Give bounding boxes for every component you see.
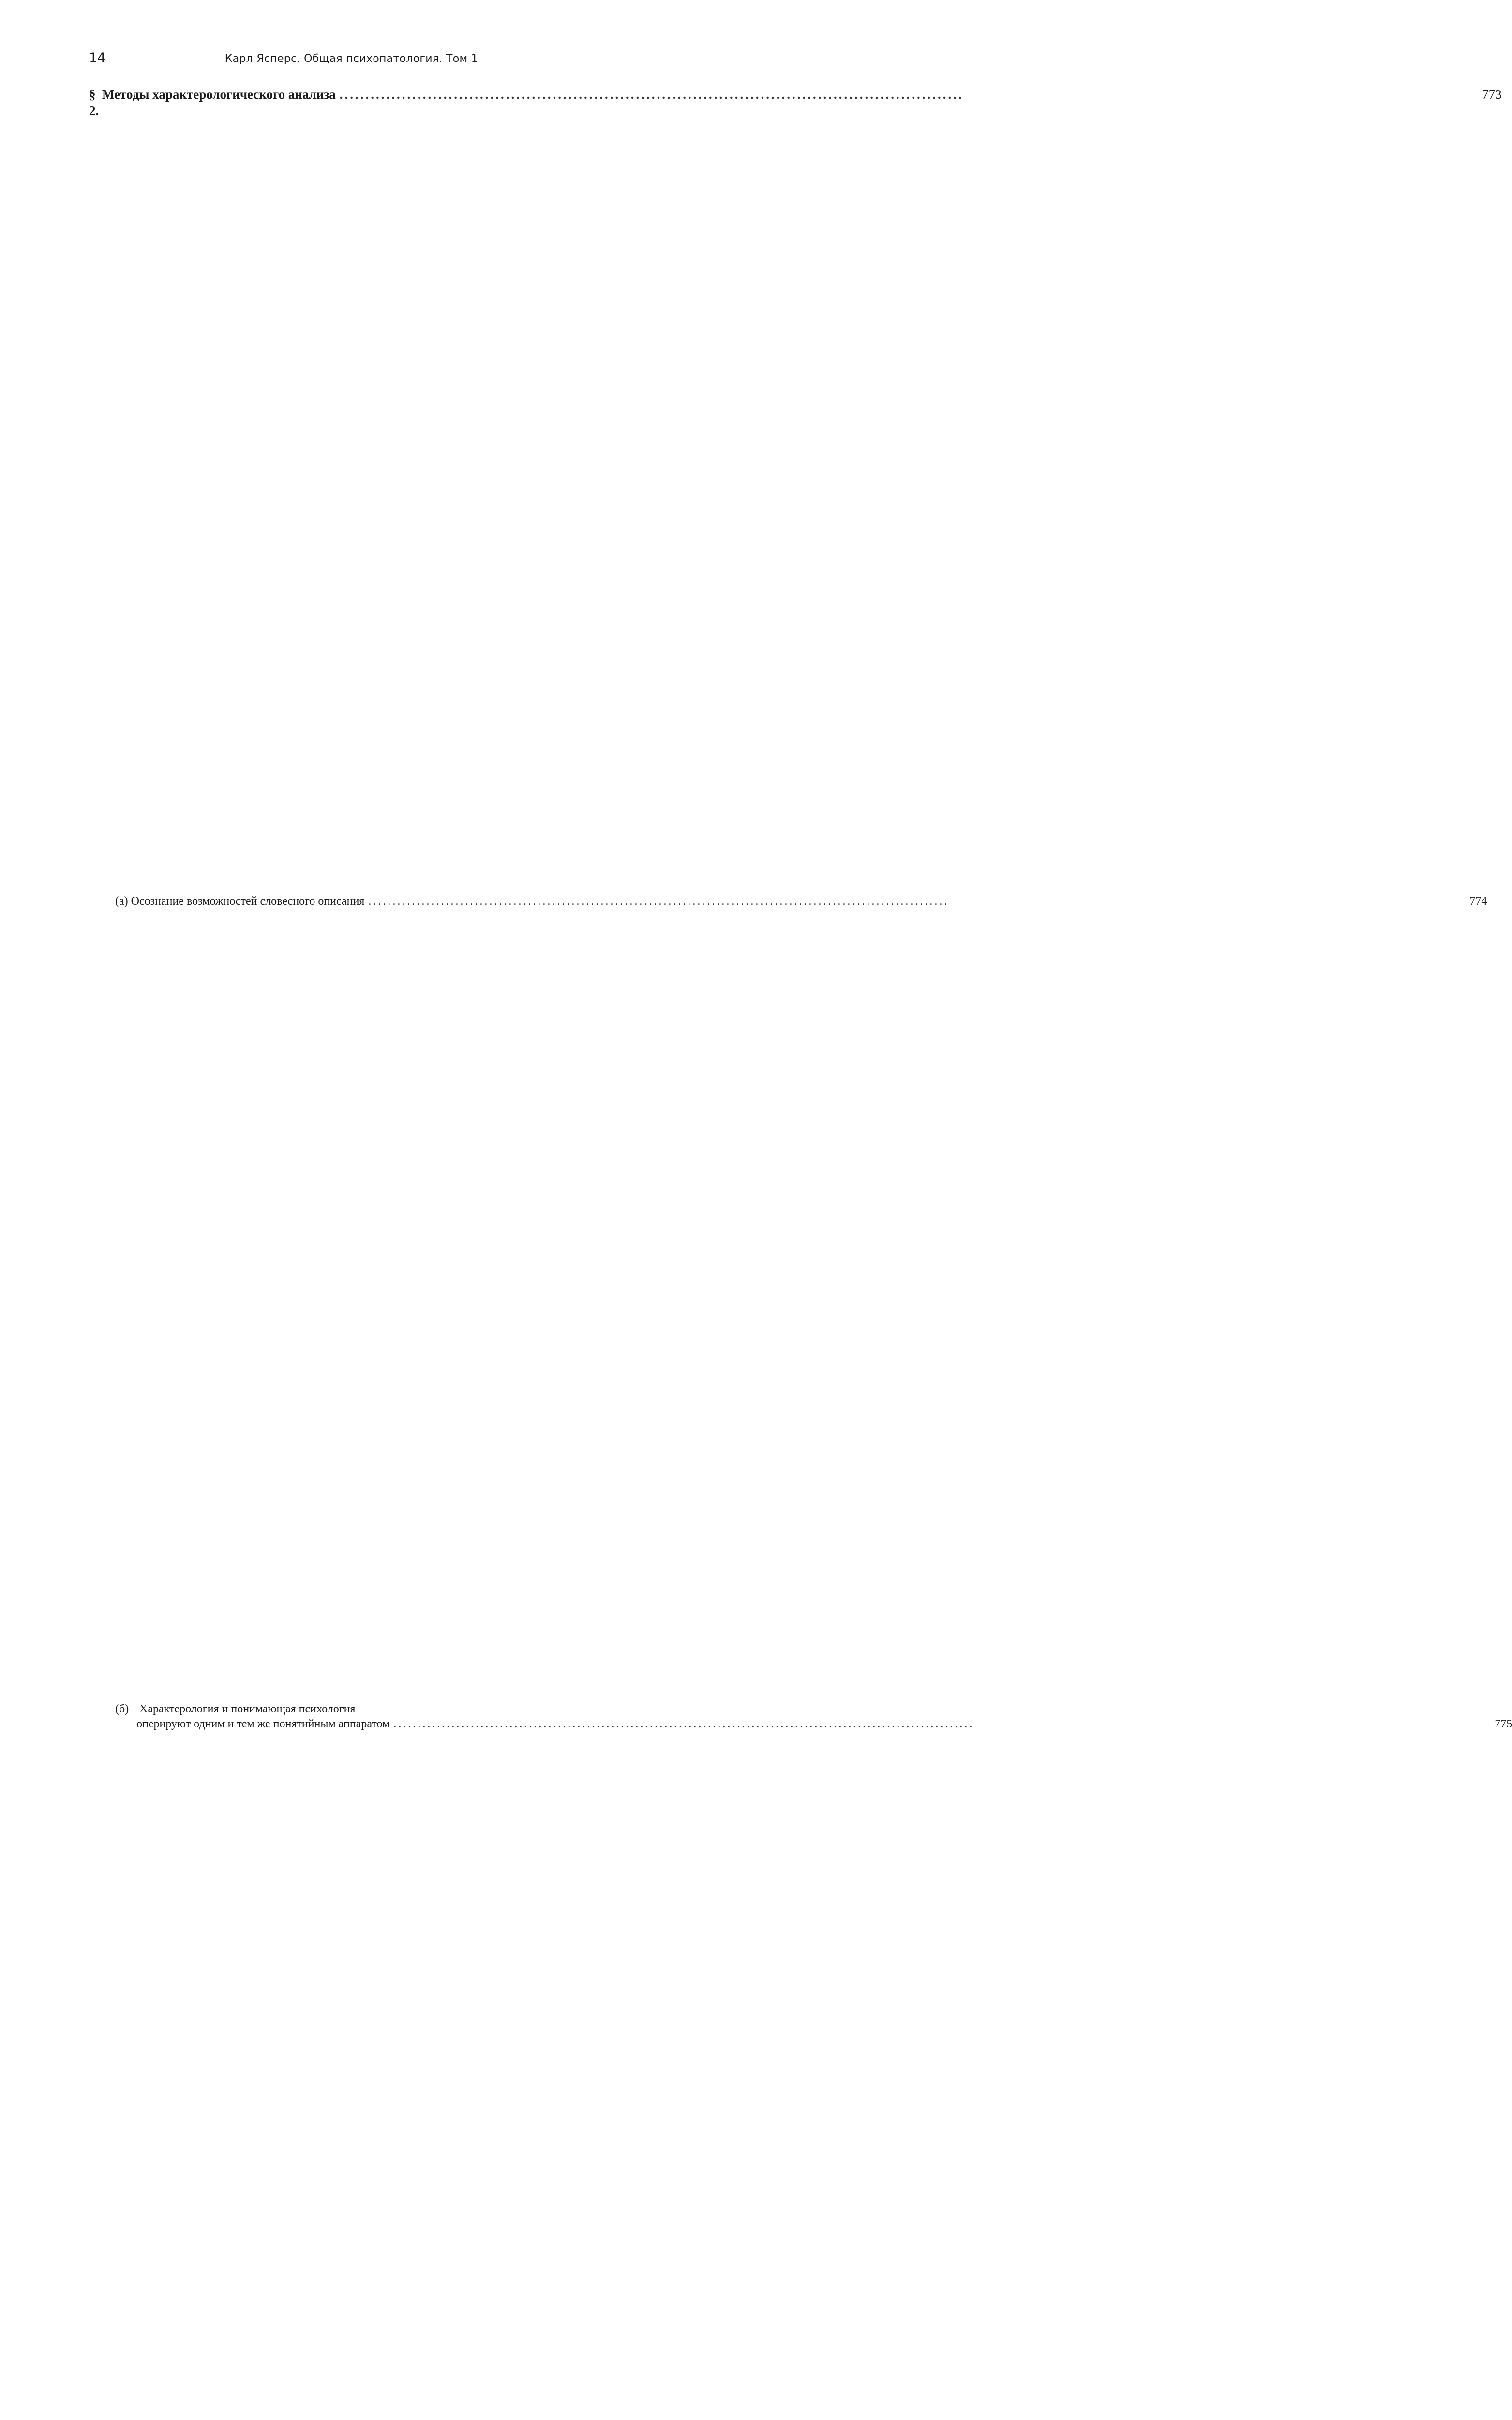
toc-entry-marker: (а) (115, 895, 128, 908)
table-of-contents (89, 86, 1512, 2420)
toc-entry-title: Методы характерологического анализа (102, 87, 336, 102)
toc-page-number: 775 (1495, 1718, 1512, 1730)
toc-entry (89, 894, 1487, 1702)
toc-page-number: 773 (1482, 87, 1502, 102)
dot-leader: ........................................................................................................................ (393, 1718, 974, 1730)
toc-entry-marker: (б) (115, 1703, 129, 1715)
page-number: 14 (89, 50, 106, 65)
toc-entry (89, 1702, 1512, 2420)
dot-leader: ........................................................................................................................ (339, 87, 964, 102)
dot-leader: ........................................................................................................................ (368, 895, 949, 908)
page-header (89, 50, 478, 65)
toc-entry (89, 86, 1502, 894)
toc-page-number: 774 (1469, 895, 1487, 908)
toc-entry-title: Характерология и понимающая психология (139, 1703, 356, 1715)
toc-entry-title: оперируют одним и тем же понятийным аппаратом (136, 1718, 390, 1730)
toc-entry-marker: § 2. (89, 87, 99, 118)
running-title: Карл Ясперс. Общая психопатология. Том 1 (225, 53, 478, 65)
toc-entry-title: Осознание возможностей словесного описания (131, 895, 365, 908)
